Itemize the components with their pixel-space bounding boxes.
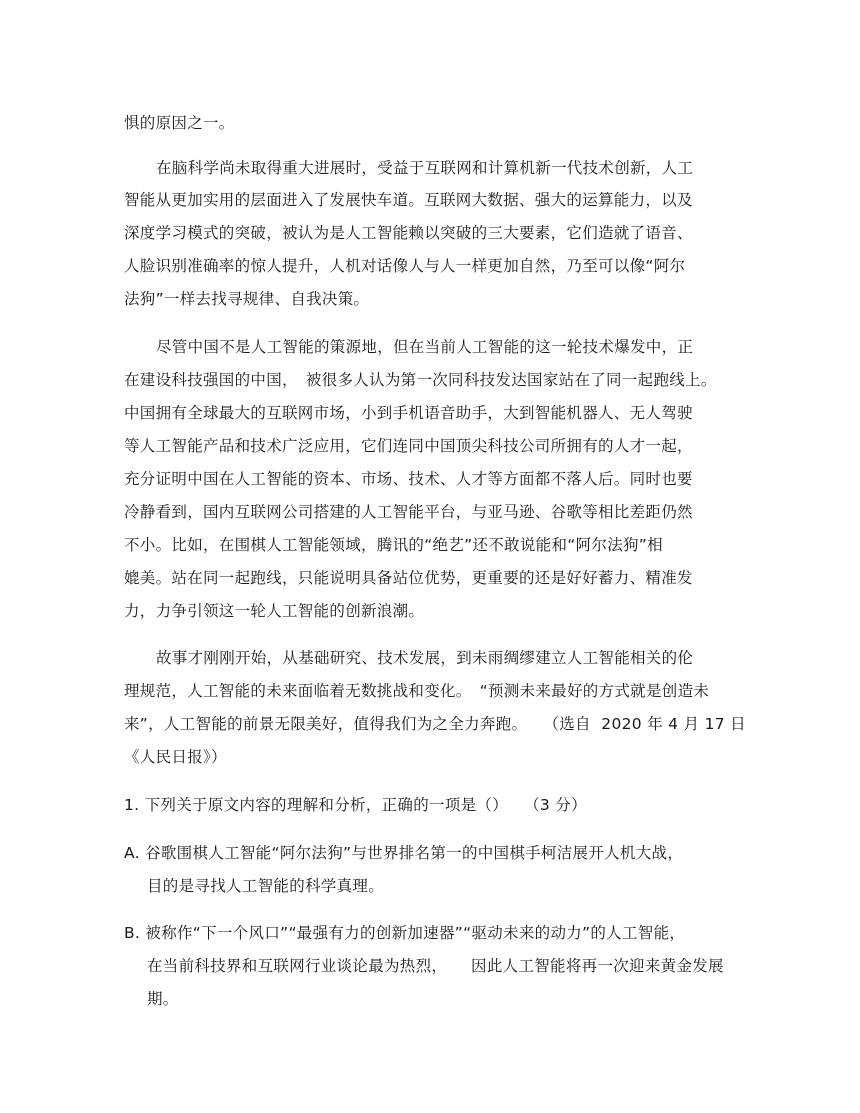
paragraph-line: 中国拥有全球最大的互联网市场，小到手机语音助手，大到智能机器人、无人驾驶: [124, 404, 693, 422]
paragraph-line: 媲美。站在同一起跑线，只能说明具备站位优势，更重要的还是好好蓄力、精准发: [124, 569, 693, 587]
paragraph-line: 理规范，人工智能的未来面临着无数挑战和变化。 “预测未来最好的方式就是创造未: [124, 682, 710, 700]
paragraph-line: 在建设科技强国的中国， 被很多人认为第一次同科技发达国家站在了同一起跑线上。: [124, 371, 717, 389]
paragraph-line: 不小。比如，在围棋人工智能领域，腾讯的“绝艺”还不敢说能和“阿尔法狗”相: [124, 536, 663, 554]
paragraph-line: 尽管中国不是人工智能的策源地，但在当前人工智能的这一轮技术爆发中，正: [156, 338, 694, 356]
paragraph-line: 深度学习模式的突破，被认为是人工智能赖以突破的三大要素，它们造就了语音、: [124, 224, 693, 242]
question-stem: 1. 下列关于原文内容的理解和分析，正确的一项是（） （3 分）: [124, 796, 587, 814]
paragraph-line: 惧的原因之一。: [124, 114, 235, 132]
paragraph-line: 等人工智能产品和技术广泛应用，它们连同中国顶尖科技公司所拥有的人才一起，: [124, 437, 693, 455]
paragraph-line: 充分证明中国在人工智能的资本、市场、技术、人才等方面都不落人后。同时也要: [124, 470, 693, 488]
paragraph-line: 人脸识别准确率的惊人提升，人机对话像人与人一样更加自然，乃至可以像“阿尔: [124, 257, 686, 275]
paragraph-line: 智能从更加实用的层面进入了发展快车道。互联网大数据、强大的运算能力，以及: [124, 191, 693, 209]
paragraph-line: 故事才刚刚开始，从基础研究、技术发展，到未雨绸缪建立人工智能相关的伦: [156, 649, 694, 667]
option-b: B. 被称作“下一个风口”“最强有力的创新加速器”“驱动未来的动力”的人工智能，: [124, 924, 686, 942]
option-b-continued: 期。: [147, 990, 179, 1008]
option-b-continued: 在当前科技界和互联网行业谈论最为热烈， 因此人工智能将再一次迎来黄金发展: [147, 957, 724, 975]
paragraph-line: 冷静看到，国内互联网公司搭建的人工智能平台，与亚马逊、谷歌等相比差距仍然: [124, 503, 693, 521]
option-a: A. 谷歌围棋人工智能“阿尔法狗”与世界排名第一的中国棋手柯洁展开人机大战，: [124, 844, 684, 862]
paragraph-line: 法狗”一样去找寻规律、自我决策。: [124, 290, 370, 308]
paragraph-line: 力，力争引领这一轮人工智能的创新浪潮。: [124, 602, 425, 620]
paragraph-line: 来”，人工智能的前景无限美好，值得我们为之全力奔跑。 （选自 2020 年 4 月 17 日: [124, 715, 746, 733]
option-a-continued: 目的是寻找人工智能的科学真理。: [147, 877, 385, 895]
paragraph-line: 《人民日报》）: [124, 748, 227, 766]
paragraph-line: 在脑科学尚未取得重大进展时，受益于互联网和计算机新一代技术创新，人工: [156, 159, 694, 177]
